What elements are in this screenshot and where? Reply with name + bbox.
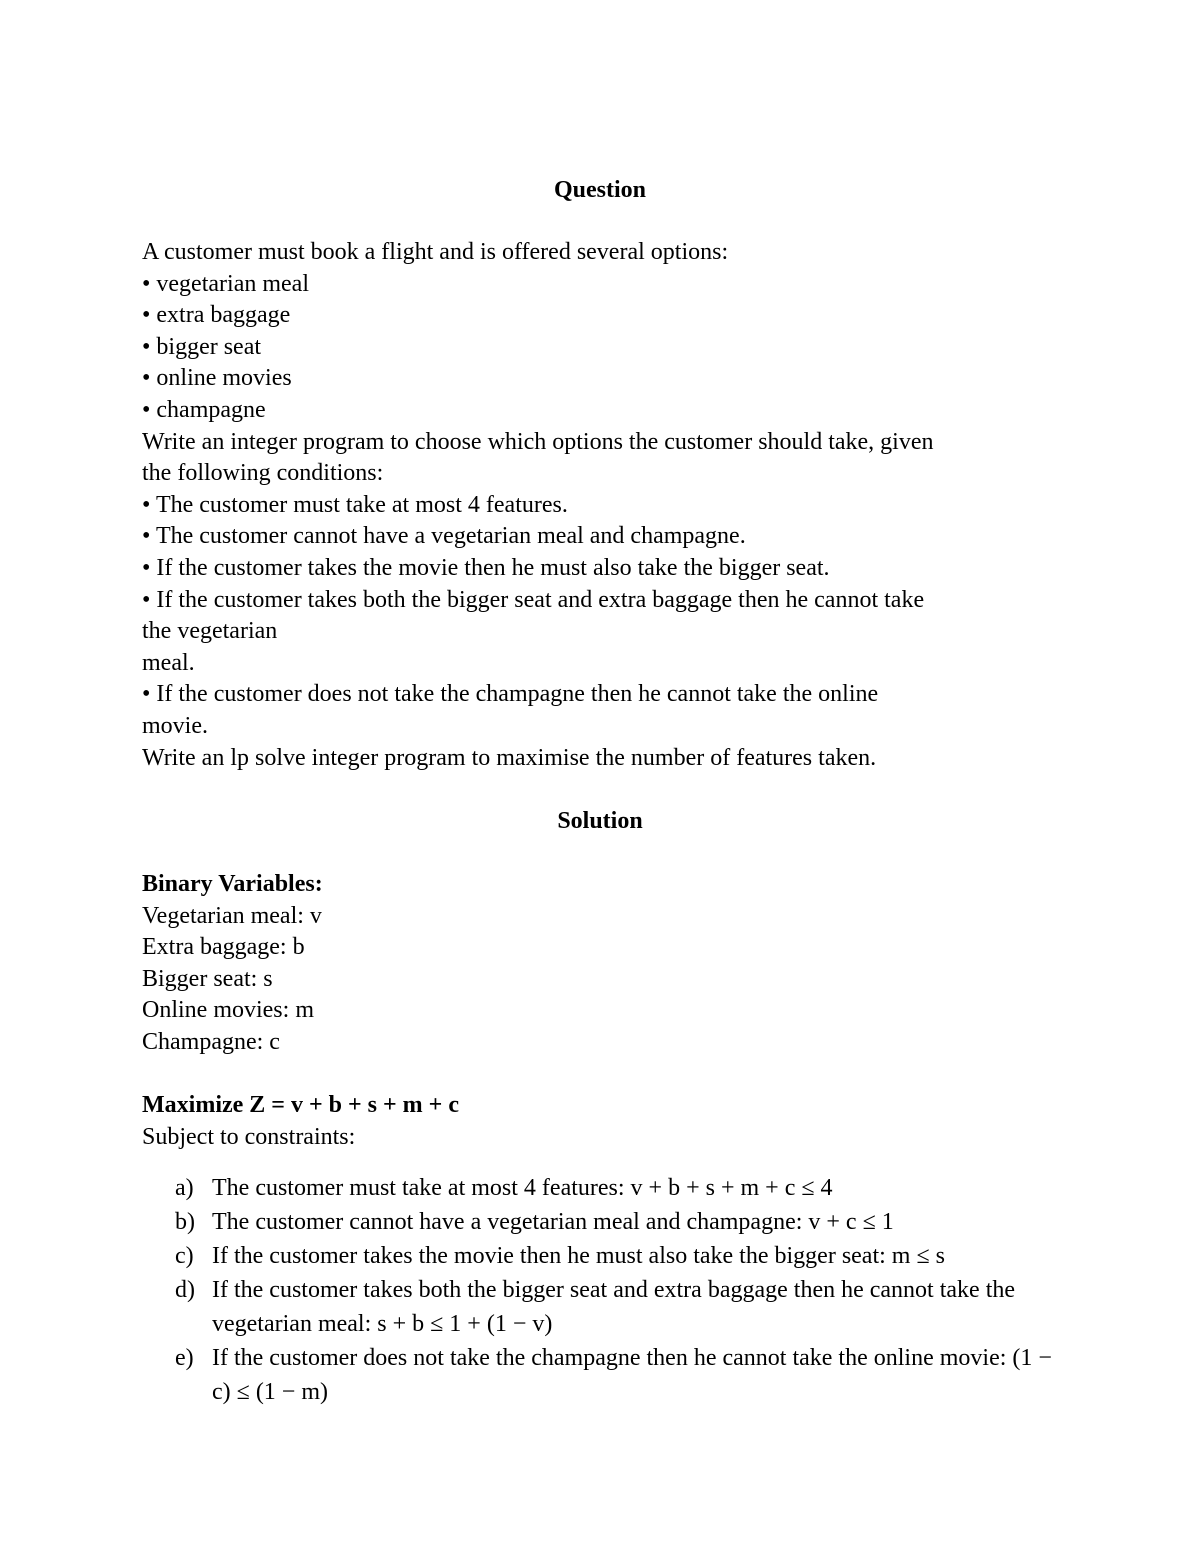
variable-item: Champagne: c xyxy=(142,1028,280,1055)
constraint-text: If the customer does not take the champagne then he cannot take the online movie: (1 − c) ≤ (1 − m) xyxy=(212,1345,1052,1405)
variable-item: Bigger seat: s xyxy=(142,965,273,992)
option-item: • online movies xyxy=(142,365,292,392)
question-instruction: Write an integer program to choose which options the customer should take, given xyxy=(142,428,934,455)
constraint-marker: e) xyxy=(175,1345,194,1371)
question-task: Write an lp solve integer program to maximise the number of features taken. xyxy=(142,744,877,771)
variable-item: Vegetarian meal: v xyxy=(142,902,322,929)
constraint-item xyxy=(142,1273,1072,1341)
constraint-marker: b) xyxy=(175,1209,195,1235)
solution-heading: Solution xyxy=(557,808,643,834)
option-item: • extra baggage xyxy=(142,302,291,329)
objective-function: Maximize Z = v + b + s + m + c xyxy=(142,1092,460,1118)
objective-block xyxy=(142,1090,1062,1153)
option-item: • vegetarian meal xyxy=(142,270,309,297)
option-item: • bigger seat xyxy=(142,333,262,360)
condition-item: • The customer must take at most 4 features. xyxy=(142,491,568,518)
constraint-text: If the customer takes both the bigger seat and extra baggage then he cannot take the vegetarian meal: s + b ≤ 1 + (1 − v) xyxy=(212,1277,1016,1337)
constraint-item xyxy=(142,1239,1072,1273)
condition-item: movie. xyxy=(142,712,208,739)
variable-item: Extra baggage: b xyxy=(142,934,305,961)
question-intro: A customer must book a flight and is offered several options: xyxy=(142,239,729,265)
condition-item: • The customer cannot have a vegetarian meal and champagne. xyxy=(142,523,746,550)
constraint-text: The customer must take at most 4 features: v + b + s + m + c ≤ 4 xyxy=(212,1175,833,1201)
condition-item: • If the customer does not take the champagne then he cannot take the online xyxy=(142,681,879,708)
constraint-marker: c) xyxy=(175,1243,194,1269)
condition-item: meal. xyxy=(142,649,195,676)
question-instruction: the following conditions: xyxy=(142,460,384,487)
constraint-item xyxy=(142,1171,1072,1205)
constraint-item xyxy=(142,1341,1072,1409)
constraint-marker: a) xyxy=(175,1175,194,1201)
condition-item: • If the customer takes the movie then he must also take the bigger seat. xyxy=(142,554,830,581)
constraint-text: If the customer takes the movie then he must also take the bigger seat: m ≤ s xyxy=(212,1243,945,1269)
constraint-item xyxy=(142,1205,1072,1239)
variables-block xyxy=(142,869,1062,1059)
constraints-intro: Subject to constraints: xyxy=(142,1123,356,1150)
question-heading: Question xyxy=(553,177,646,203)
condition-item: the vegetarian xyxy=(142,618,278,645)
variable-item: Online movies: m xyxy=(142,997,314,1024)
option-item: • champagne xyxy=(142,396,266,423)
question-body xyxy=(142,237,1062,774)
variables-title: Binary Variables: xyxy=(142,871,323,897)
constraints-list xyxy=(142,1171,1072,1409)
condition-item: • If the customer takes both the bigger seat and extra baggage then he cannot take xyxy=(142,586,925,613)
constraint-marker: d) xyxy=(175,1277,195,1303)
constraint-text: The customer cannot have a vegetarian meal and champagne: v + c ≤ 1 xyxy=(212,1209,894,1235)
